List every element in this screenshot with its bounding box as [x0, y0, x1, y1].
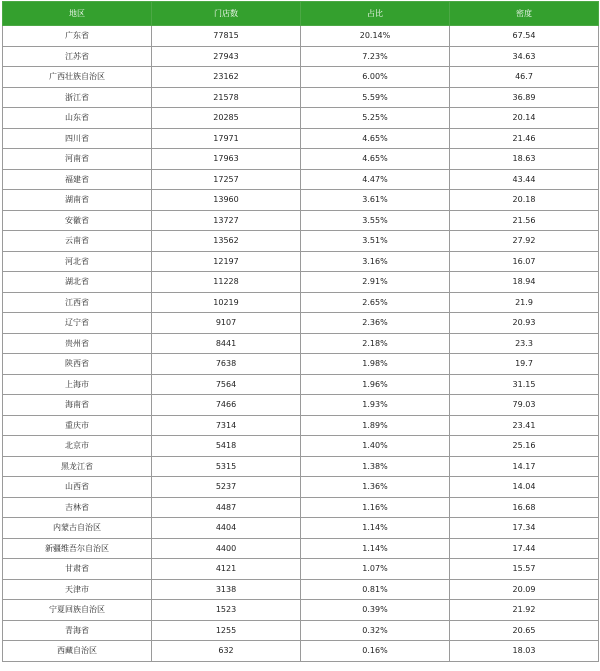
cell-density: 18.03 [450, 641, 599, 662]
cell-store-count: 12197 [152, 251, 301, 272]
cell-density: 18.94 [450, 272, 599, 293]
cell-store-count: 5237 [152, 477, 301, 498]
cell-region: 青海省 [3, 620, 152, 641]
cell-share: 1.93% [301, 395, 450, 416]
cell-share: 6.00% [301, 67, 450, 88]
cell-share: 3.55% [301, 210, 450, 231]
cell-density: 17.44 [450, 538, 599, 559]
cell-density: 23.41 [450, 415, 599, 436]
cell-density: 27.92 [450, 231, 599, 252]
header-share: 占比 [301, 2, 450, 26]
cell-store-count: 9107 [152, 313, 301, 334]
cell-region: 江苏省 [3, 46, 152, 67]
cell-store-count: 17971 [152, 128, 301, 149]
table-row [3, 272, 599, 293]
cell-share: 0.32% [301, 620, 450, 641]
table-row [3, 374, 599, 395]
cell-density: 16.68 [450, 497, 599, 518]
cell-store-count: 1255 [152, 620, 301, 641]
cell-store-count: 13727 [152, 210, 301, 231]
cell-store-count: 8441 [152, 333, 301, 354]
cell-region: 福建省 [3, 169, 152, 190]
cell-region: 上海市 [3, 374, 152, 395]
cell-store-count: 7314 [152, 415, 301, 436]
cell-share: 0.39% [301, 600, 450, 621]
cell-density: 25.16 [450, 436, 599, 457]
cell-region: 广西壮族自治区 [3, 67, 152, 88]
cell-region: 吉林省 [3, 497, 152, 518]
table-row [3, 87, 599, 108]
cell-density: 20.09 [450, 579, 599, 600]
cell-store-count: 23162 [152, 67, 301, 88]
table-row [3, 128, 599, 149]
cell-region: 四川省 [3, 128, 152, 149]
cell-density: 34.63 [450, 46, 599, 67]
cell-region: 重庆市 [3, 415, 152, 436]
cell-share: 1.96% [301, 374, 450, 395]
table-row [3, 579, 599, 600]
table-row [3, 231, 599, 252]
cell-region: 河南省 [3, 149, 152, 170]
table-row [3, 26, 599, 47]
cell-region: 云南省 [3, 231, 152, 252]
cell-store-count: 20285 [152, 108, 301, 129]
table-row [3, 354, 599, 375]
table-row [3, 395, 599, 416]
cell-region: 黑龙江省 [3, 456, 152, 477]
table-row [3, 46, 599, 67]
table-row [3, 477, 599, 498]
table-row [3, 620, 599, 641]
cell-store-count: 77815 [152, 26, 301, 47]
table-row [3, 313, 599, 334]
header-region: 地区 [3, 2, 152, 26]
cell-store-count: 17963 [152, 149, 301, 170]
cell-region: 新疆维吾尔自治区 [3, 538, 152, 559]
store-table-container [2, 1, 598, 668]
cell-density: 21.9 [450, 292, 599, 313]
table-row [3, 600, 599, 621]
cell-region: 湖南省 [3, 190, 152, 211]
cell-store-count: 27943 [152, 46, 301, 67]
cell-share: 0.81% [301, 579, 450, 600]
cell-store-count: 7466 [152, 395, 301, 416]
cell-region: 江西省 [3, 292, 152, 313]
cell-density: 67.54 [450, 26, 599, 47]
cell-density: 79.03 [450, 395, 599, 416]
cell-share: 1.98% [301, 354, 450, 375]
cell-store-count: 4400 [152, 538, 301, 559]
cell-density: 20.18 [450, 190, 599, 211]
header-density: 密度 [450, 2, 599, 26]
table-body [3, 26, 599, 662]
cell-store-count: 21578 [152, 87, 301, 108]
cell-store-count: 17257 [152, 169, 301, 190]
cell-density: 21.46 [450, 128, 599, 149]
cell-density: 19.7 [450, 354, 599, 375]
table-row [3, 67, 599, 88]
cell-region: 河北省 [3, 251, 152, 272]
cell-share: 3.61% [301, 190, 450, 211]
cell-share: 4.65% [301, 128, 450, 149]
table-row [3, 333, 599, 354]
table-row [3, 108, 599, 129]
cell-share: 1.07% [301, 559, 450, 580]
cell-density: 14.17 [450, 456, 599, 477]
cell-density: 46.7 [450, 67, 599, 88]
table-header [3, 2, 599, 26]
cell-share: 4.65% [301, 149, 450, 170]
cell-region: 贵州省 [3, 333, 152, 354]
cell-share: 7.23% [301, 46, 450, 67]
cell-share: 2.91% [301, 272, 450, 293]
cell-store-count: 11228 [152, 272, 301, 293]
cell-region: 宁夏回族自治区 [3, 600, 152, 621]
cell-share: 5.25% [301, 108, 450, 129]
cell-region: 广东省 [3, 26, 152, 47]
cell-share: 1.16% [301, 497, 450, 518]
cell-density: 14.04 [450, 477, 599, 498]
cell-store-count: 7564 [152, 374, 301, 395]
cell-density: 18.63 [450, 149, 599, 170]
cell-share: 5.59% [301, 87, 450, 108]
cell-density: 16.07 [450, 251, 599, 272]
store-distribution-table [2, 1, 599, 662]
cell-store-count: 1523 [152, 600, 301, 621]
cell-share: 2.65% [301, 292, 450, 313]
table-row [3, 436, 599, 457]
cell-store-count: 632 [152, 641, 301, 662]
table-row [3, 518, 599, 539]
cell-store-count: 7638 [152, 354, 301, 375]
cell-share: 1.40% [301, 436, 450, 457]
cell-share: 1.14% [301, 538, 450, 559]
table-row [3, 190, 599, 211]
table-row [3, 497, 599, 518]
cell-region: 辽宁省 [3, 313, 152, 334]
cell-store-count: 4487 [152, 497, 301, 518]
cell-region: 西藏自治区 [3, 641, 152, 662]
table-row [3, 559, 599, 580]
cell-store-count: 3138 [152, 579, 301, 600]
table-row [3, 251, 599, 272]
cell-region: 浙江省 [3, 87, 152, 108]
cell-share: 1.89% [301, 415, 450, 436]
header-store-count: 门店数 [152, 2, 301, 26]
table-row [3, 210, 599, 231]
cell-store-count: 13960 [152, 190, 301, 211]
cell-store-count: 10219 [152, 292, 301, 313]
cell-share: 3.51% [301, 231, 450, 252]
table-row [3, 292, 599, 313]
cell-store-count: 4121 [152, 559, 301, 580]
cell-region: 安徽省 [3, 210, 152, 231]
cell-store-count: 4404 [152, 518, 301, 539]
table-row [3, 538, 599, 559]
cell-density: 15.57 [450, 559, 599, 580]
cell-density: 36.89 [450, 87, 599, 108]
cell-share: 2.18% [301, 333, 450, 354]
table-row [3, 149, 599, 170]
table-row [3, 169, 599, 190]
cell-density: 20.14 [450, 108, 599, 129]
cell-region: 陕西省 [3, 354, 152, 375]
cell-share: 1.36% [301, 477, 450, 498]
cell-density: 23.3 [450, 333, 599, 354]
cell-share: 0.16% [301, 641, 450, 662]
table-row [3, 415, 599, 436]
cell-share: 1.38% [301, 456, 450, 477]
cell-store-count: 13562 [152, 231, 301, 252]
cell-region: 海南省 [3, 395, 152, 416]
cell-density: 20.65 [450, 620, 599, 641]
table-row [3, 456, 599, 477]
cell-density: 17.34 [450, 518, 599, 539]
cell-density: 21.92 [450, 600, 599, 621]
table-row [3, 641, 599, 662]
cell-region: 天津市 [3, 579, 152, 600]
cell-store-count: 5418 [152, 436, 301, 457]
cell-density: 20.93 [450, 313, 599, 334]
cell-share: 20.14% [301, 26, 450, 47]
cell-region: 山东省 [3, 108, 152, 129]
header-row [3, 2, 599, 26]
cell-density: 21.56 [450, 210, 599, 231]
cell-density: 31.15 [450, 374, 599, 395]
cell-region: 甘肃省 [3, 559, 152, 580]
cell-density: 43.44 [450, 169, 599, 190]
cell-region: 湖北省 [3, 272, 152, 293]
cell-share: 2.36% [301, 313, 450, 334]
cell-region: 北京市 [3, 436, 152, 457]
cell-region: 内蒙古自治区 [3, 518, 152, 539]
cell-share: 1.14% [301, 518, 450, 539]
cell-share: 4.47% [301, 169, 450, 190]
cell-share: 3.16% [301, 251, 450, 272]
cell-store-count: 5315 [152, 456, 301, 477]
cell-region: 山西省 [3, 477, 152, 498]
